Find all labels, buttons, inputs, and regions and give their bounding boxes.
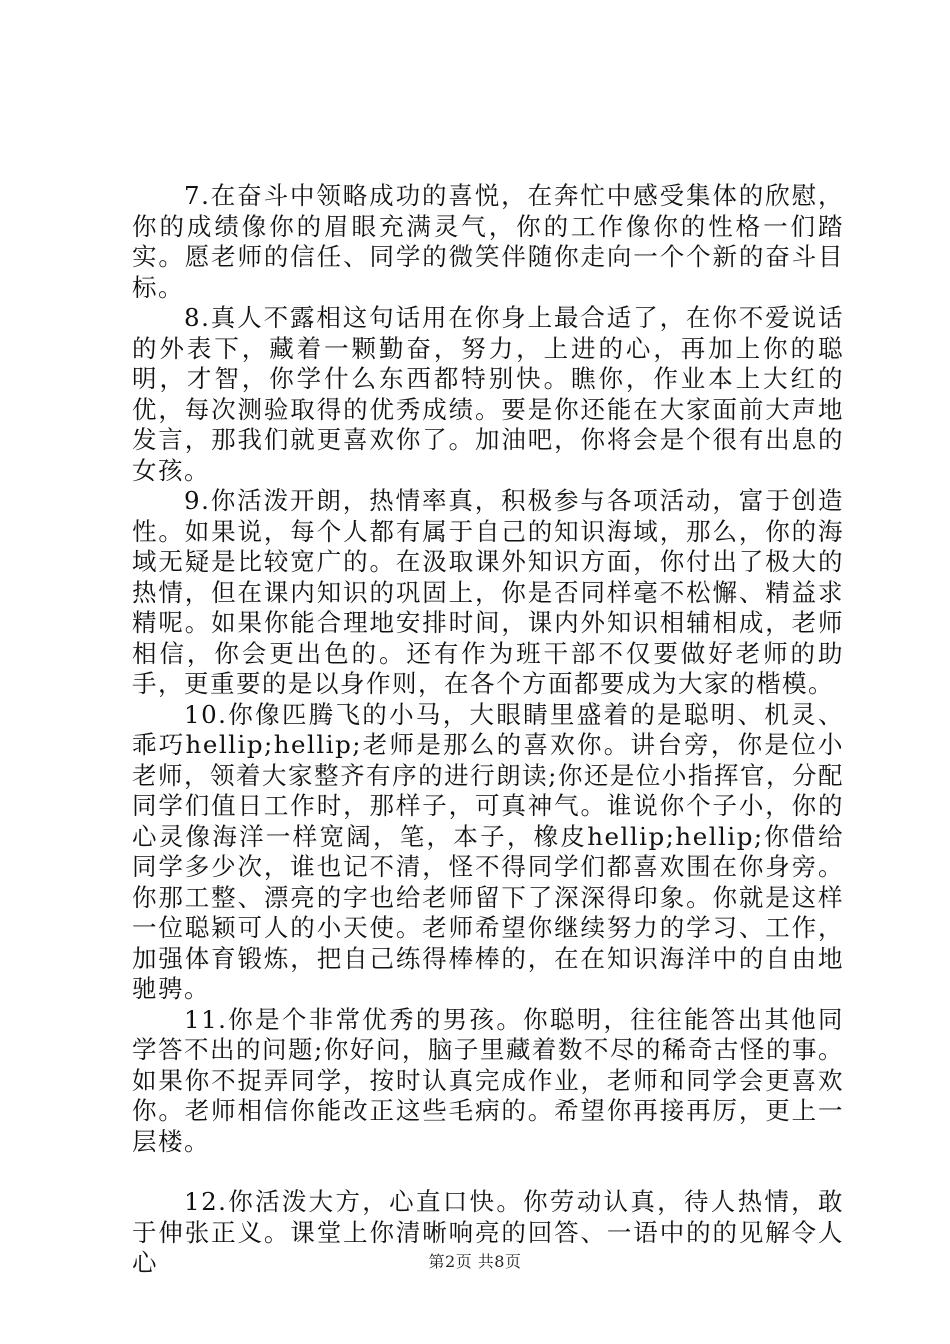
paragraph-8: 8.真人不露相这句话用在你身上最合适了，在你不爱说话的外表下，藏着一颗勤奋，努力，上进的心，再加上你的聪明，才智，你学什么东西都特别快。瞧你，作业本上大红的优，每次测验取得的优秀成绩。要是你还能在大家面前大声地发言，那我们就更喜欢你了。加油吧，你将会是个很有出息的女孩。 — [132, 303, 844, 485]
paragraph-12: 12.你活泼大方，心直口快。你劳动认真，待人热情，敢于伸张正义。课堂上你清晰响亮的回答、一语中的的见解令人心 — [132, 1187, 844, 1277]
paragraph-9: 9.你活泼开朗，热情率真，积极参与各项活动，富于创造性。如果说，每个人都有属于自己的知识海域，那么，你的海域无疑是比较宽广的。在汲取课外知识方面，你付出了极大的热情，但在课内知识的巩固上，你是否同样毫不松懈、精益求精呢。如果你能合理地安排时间，课内外知识相辅相成，老师相信，你会更出色的。还有作为班干部不仅要做好老师的助手，更重要的是以身作则，在各个方面都要成为大家的楷模。 — [132, 486, 844, 698]
paragraph-7: 7.在奋斗中领略成功的喜悦，在奔忙中感受集体的欣慰，你的成绩像你的眉眼充满灵气，你的工作像你的性格一们踏实。愿老师的信任、同学的微笑伴随你走向一个个新的奋斗目标。 — [132, 181, 844, 302]
document-body — [132, 181, 844, 1279]
paragraph-10: 10.你像匹腾飞的小马，大眼睛里盛着的是聪明、机灵、乖巧hellip;hellip;老师是那么的喜欢你。讲台旁，你是位小老师，领着大家整齐有序的进行朗读;你还是位小指挥官，分配同学们值日工作时，那样子，可真神气。谁说你个子小，你的心灵像海洋一样宽阔，笔，本子，橡皮hellip;hellip;你借给同学多少次，谁也记不清，怪不得同学们都喜欢围在你身旁。你那工整、漂亮的字也给老师留下了深深得印象。你就是这样一位聪颖可人的小天使。老师希望你继续努力的学习、工作，加强体育锻炼，把自己练得棒棒的，在在知识海洋中的自由地驰骋。 — [132, 699, 844, 1003]
paragraph-11: 11.你是个非常优秀的男孩。你聪明，往往能答出其他同学答不出的问题;你好问，脑子里藏着数不尽的稀奇古怪的事。如果你不捉弄同学，按时认真完成作业，老师和同学会更喜欢你。老师相信你能改正这些毛病的。希望你再接再厉，更上一层楼。 — [132, 1004, 844, 1156]
page-number-footer: 第2页 共8页 — [428, 1252, 522, 1271]
